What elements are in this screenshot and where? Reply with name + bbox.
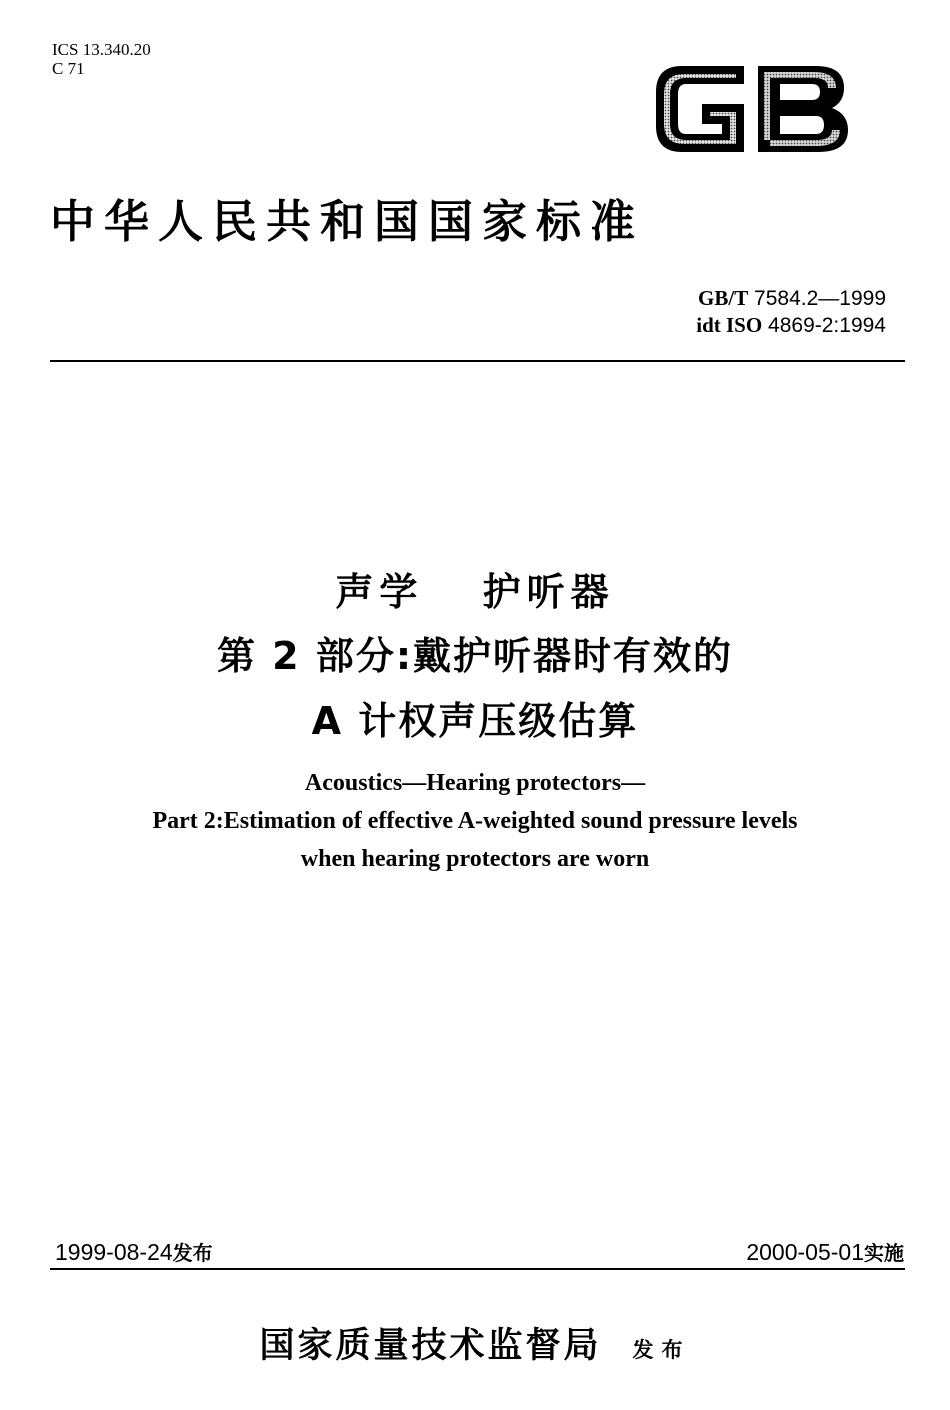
title-en-line2: Part 2:Estimation of effective A-weighted sound pressure levels <box>152 808 798 834</box>
bottom-divider <box>50 1268 905 1270</box>
gb-number: 7584.2—1999 <box>754 287 886 310</box>
gb-logo <box>652 58 852 158</box>
ccs-code: C 71 <box>52 59 85 78</box>
idt-code-line <box>696 312 886 339</box>
issue-date-block <box>55 1237 213 1266</box>
issue-label: 发布 <box>172 1241 213 1265</box>
title-cn-line2: 第 2 部分:戴护听器时有效的 <box>216 634 734 678</box>
issuer-org: 国家质量技术监督局 <box>259 1325 602 1366</box>
issuer-action: 发布 <box>632 1338 691 1362</box>
classification-codes <box>52 40 151 78</box>
top-divider <box>50 360 905 362</box>
title-cn-line3: A 计权声压级估算 <box>311 699 639 743</box>
issue-date: 1999-08-24 <box>55 1239 173 1265</box>
implement-label: 实施 <box>864 1241 904 1265</box>
implement-date: 2000-05-01 <box>746 1239 864 1265</box>
standard-title: 中华人民共和国国家标准 <box>50 195 645 248</box>
implement-date-block <box>746 1237 904 1266</box>
ics-code: ICS 13.340.20 <box>52 40 151 59</box>
standard-codes <box>696 285 886 339</box>
gb-label: GB/T <box>698 286 749 310</box>
idt-label: idt ISO <box>696 313 763 337</box>
title-cn-line1: 声学 护听器 <box>335 570 615 614</box>
gb-code-line <box>696 285 886 312</box>
idt-number: 4869-2:1994 <box>768 314 886 337</box>
title-en-line1: Acoustics—Hearing protectors— <box>304 770 646 796</box>
issuer-block <box>0 1318 950 1368</box>
title-en-line3: when hearing protectors are worn <box>300 846 650 872</box>
